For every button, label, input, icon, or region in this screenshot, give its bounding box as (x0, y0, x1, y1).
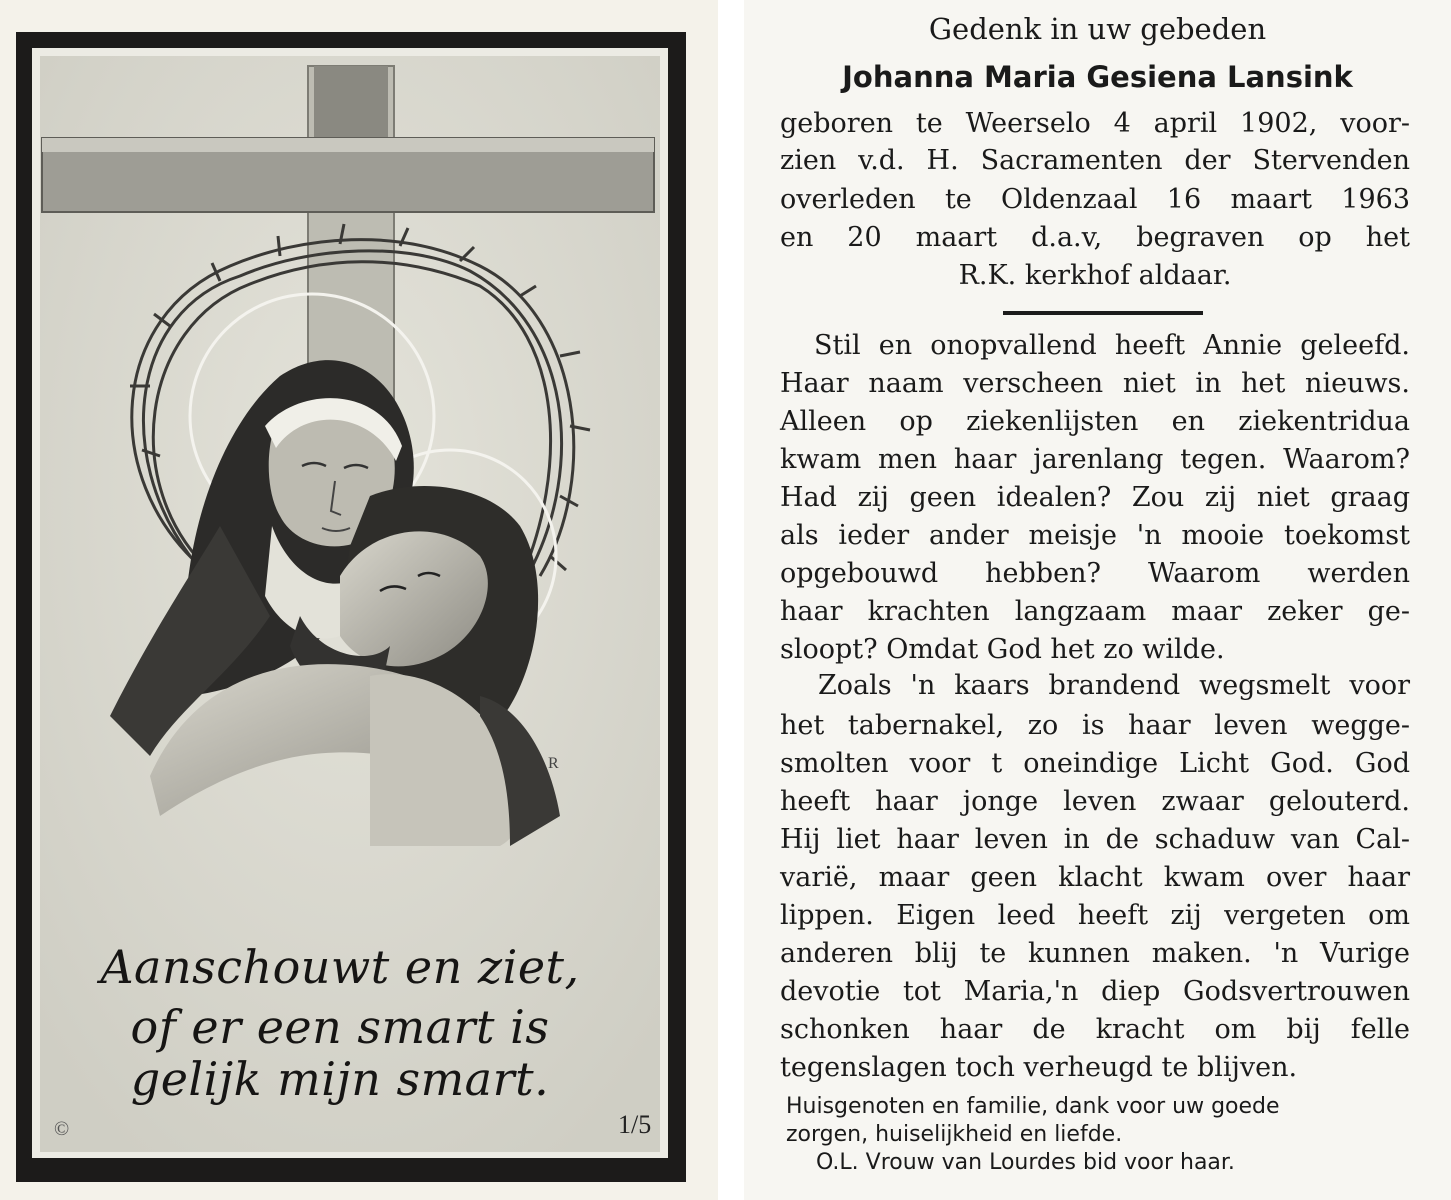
edition-mark: 1/5 (618, 1110, 652, 1139)
intro-line: geboren te Weerselo 4 april 1902, voor- (780, 108, 1410, 139)
artist-monogram: R (548, 755, 559, 772)
caption-line-1: Aanschouwt en ziet, (100, 940, 580, 994)
body-line: anderen blij te kunnen maken. 'n Vurige (780, 938, 1410, 969)
body-line: Haar naam verscheen niet in het nieuws. (780, 368, 1410, 399)
body-line: haar krachten langzaam maar zeker ge- (780, 596, 1410, 627)
intro-line: R.K. kerkhof aldaar. (958, 260, 1232, 291)
body-line: heeft haar jonge leven zwaar gelouterd. (780, 786, 1410, 817)
closing-line: zorgen, huiselijkheid en liefde. (786, 1122, 1123, 1147)
body-line: Hij liet haar leven in de schaduw van Cal- (780, 824, 1410, 855)
intro-line: overleden te Oldenzaal 16 maart 1963 (780, 184, 1410, 215)
body-line: varië, maar geen klacht kwam over haar (780, 862, 1410, 893)
intro-line: zien v.d. H. Sacramenten der Stervenden (780, 145, 1410, 176)
caption-line-3: gelijk mijn smart. (130, 1052, 550, 1106)
body-line: Had zij geen idealen? Zou zij niet graag (780, 482, 1410, 513)
intro-line: en 20 maart d.a.v, begraven op het (780, 222, 1410, 253)
body-line: als ieder ander meisje 'n mooie toekomst (780, 520, 1410, 551)
body-line: opgebouwd hebben? Waarom werden (780, 558, 1410, 589)
body-line: Stil en onopvallend heeft Annie geleefd. (814, 330, 1410, 361)
caption-line-2: of er een smart is (130, 1000, 550, 1054)
closing-prayer: O.L. Vrouw van Lourdes bid voor haar. (816, 1150, 1235, 1175)
body-line: Alleen op ziekenlijsten en ziekentridua (780, 406, 1410, 437)
devotional-picture-card (0, 0, 718, 1200)
closing-line: Huisgenoten en familie, dank voor uw goede (786, 1094, 1280, 1119)
body-line: tegenslagen toch verheugd te blijven. (780, 1052, 1298, 1083)
body-line: Zoals 'n kaars brandend wegsmelt voor (818, 670, 1410, 701)
body-line: lippen. Eigen leed heeft zij vergeten om (780, 900, 1410, 931)
body-line: devotie tot Maria,'n diep Godsvertrouwen (780, 976, 1410, 1007)
body-line: sloopt? Omdat God het zo wilde. (780, 634, 1225, 665)
body-line: schonken haar de kracht om bij felle (780, 1014, 1410, 1045)
body-line: kwam men haar jarenlang tegen. Waarom? (780, 444, 1410, 475)
section-divider (1003, 311, 1203, 315)
deceased-name: Johanna Maria Gesiena Lansink (842, 60, 1353, 94)
body-line: smolten voor t oneindige Licht God. God (780, 748, 1410, 779)
memorial-heading: Gedenk in uw gebeden (928, 12, 1267, 46)
printer-mark: © (54, 1118, 70, 1140)
body-line: het tabernakel, zo is haar leven wegge- (780, 710, 1410, 741)
